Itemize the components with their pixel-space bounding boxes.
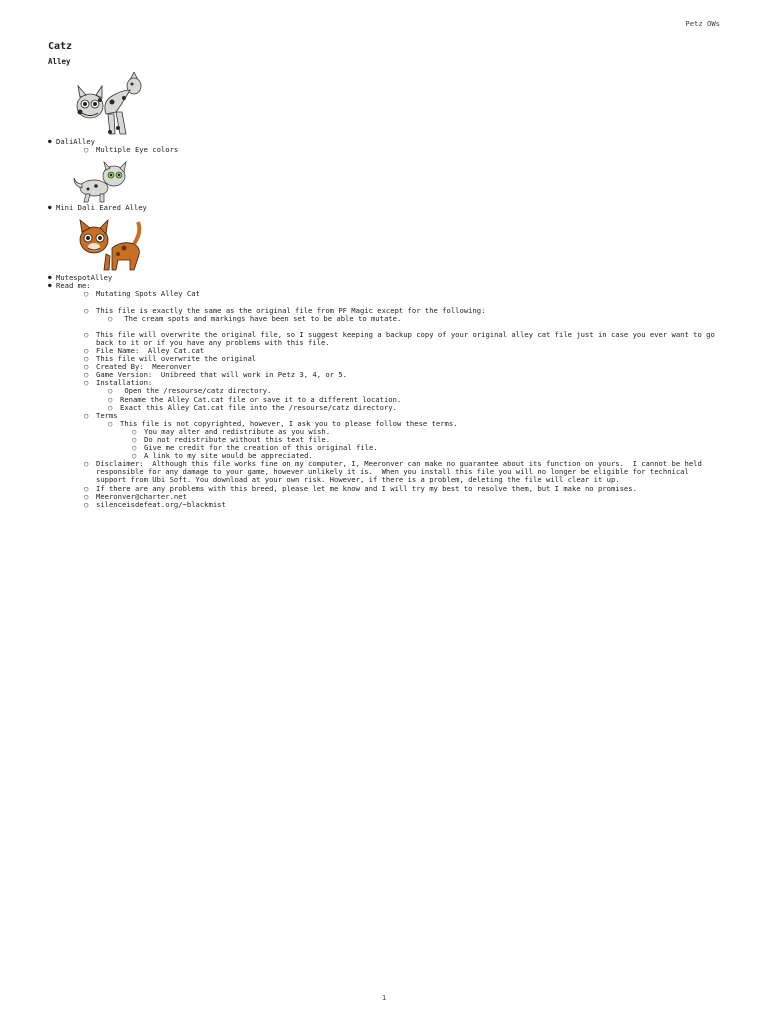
readme-cream-spots: ○ The cream spots and markings have been set to be able to mutate. (48, 315, 720, 323)
list-item-dali-alley: ● DaliAlley (48, 138, 720, 146)
readme-problems: ○ If there are any problems with this breed, please let me know and I will try my best to resolve them, but I make no promises. (48, 485, 720, 493)
mini-dali-eared-alley-cat-image (72, 160, 720, 204)
readme-created-by: ○ Created By: Meeronver (48, 363, 720, 371)
dali-note: ○ Multiple Eye colors (48, 146, 720, 154)
install-step: ○ Rename the Alley Cat.cat file or save it to a different location. (48, 396, 720, 404)
readme-overwrite-warning: ○ This file will overwrite the original file, so I suggest keeping a backup copy of your original alley cat file just in case you ever want to go back to it or if you have any problems with this file. (48, 331, 720, 347)
mutespot-alley-cat-image (72, 218, 720, 274)
readme-email: ○ Meeronver@charter.net (48, 493, 720, 501)
readme-terms: ○ Terms (48, 412, 720, 420)
readme-file-name: ○ File Name: Alley Cat.cat (48, 347, 720, 355)
terms-item: ○ A link to my site would be appreciated. (48, 452, 720, 460)
readme-same-as-original: ○ This file is exactly the same as the original file from PF Magic except for the following: (48, 307, 720, 315)
terms-item: ○ Do not redistribute without this text file. (48, 436, 720, 444)
install-step: ○ Open the /resourse/catz directory. (48, 387, 720, 395)
list-item-mutespot-alley: ● MutespotAlley (48, 274, 720, 282)
install-step: ○ Exact this Alley Cat.cat file into the /resourse/catz directory. (48, 404, 720, 412)
page-number: 1 (381, 993, 387, 1002)
readme-game-version: ○ Game Version: Unibreed that will work in Petz 3, 4, or 5. (48, 371, 720, 379)
readme-site: ○ silenceisdefeat.org/~blackmist (48, 501, 720, 509)
dali-alley-cat-image (72, 72, 720, 138)
page-header: Petz OWs (685, 19, 720, 28)
terms-item: ○ Give me credit for the creation of this original file. (48, 444, 720, 452)
readme-installation: ○ Installation: (48, 379, 720, 387)
list-item-mini-dali-eared-alley: ● Mini Dali Eared Alley (48, 204, 720, 212)
terms-intro: ○ This file is not copyrighted, however, I ask you to please follow these terms. (48, 420, 720, 428)
section-title: Alley (48, 57, 71, 66)
terms-item: ○ You may alter and redistribute as you wish. (48, 428, 720, 436)
readme-overwrite-short: ○ This file will overwrite the original (48, 355, 720, 363)
readme-title: ○ Mutating Spots Alley Cat (48, 290, 720, 298)
readme-disclaimer: ○ Disclaimer: Although this file works fine on my computer, I, Meeronver can make no guarantee about its function on yours. I cannot be held responsible for any damage to your game, however unlikely it is. When you install this file you will no longer be eligible for technical support from Ubi Soft. You download at your own risk. However, if there is a problem, deleting the file will clear it up. (48, 460, 720, 484)
page-title: Catz (48, 41, 73, 52)
list-item-read-me: ● Read me: (48, 282, 720, 290)
document-body (48, 40, 720, 509)
